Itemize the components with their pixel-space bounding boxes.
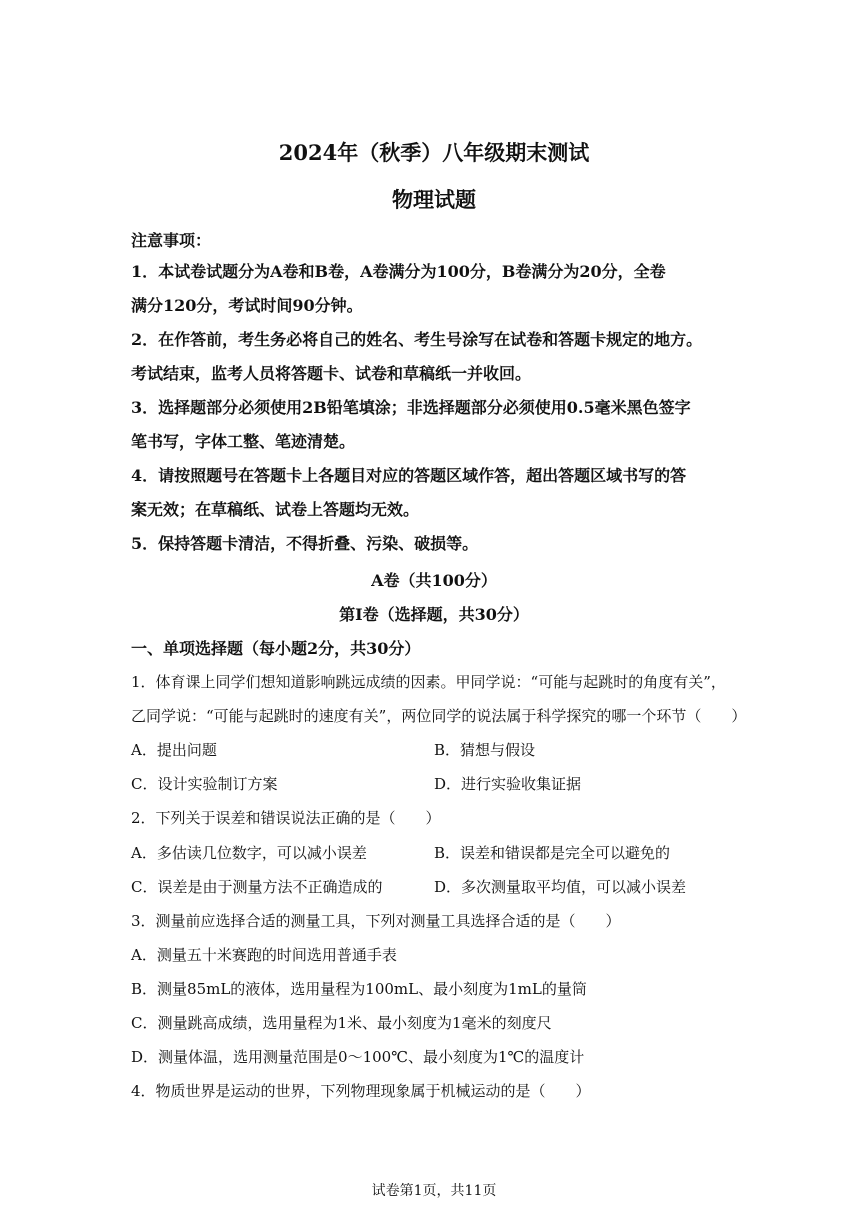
notice-item-2 — [131, 323, 746, 391]
question-3-option-b: B．测量85mL的液体，选用量程为100mL、最小刻度为1mL的量筒 — [131, 980, 587, 998]
question-2-option-c: C．误差是由于测量方法不正确造成的 — [131, 878, 383, 896]
notice-line: 案无效；在草稿纸、试卷上答题均无效。 — [131, 500, 420, 519]
notice-heading: 注意事项： — [131, 231, 212, 250]
question-2-option-a: A．多估读几位数字，可以减小误差 — [131, 844, 367, 862]
notice-item-5 — [131, 527, 746, 561]
question-1-line-1: 1．体育课上同学们想知道影响跳远成绩的因素。甲同学说：“可能与起跳时的角度有关”， — [131, 673, 726, 691]
notice-line: 2．在作答前，考生务必将自己的姓名、考生号涂写在试卷和答题卡规定的地方。 — [131, 330, 703, 349]
question-2-option-b: B．误差和错误都是完全可以避免的 — [434, 844, 671, 862]
page-footer: 试卷第1页，共11页 — [371, 1183, 497, 1199]
question-2-line-1: 2．下列关于误差和错误说法正确的是（ ） — [131, 809, 441, 827]
section-a-heading: A卷（共100分） — [371, 571, 497, 590]
question-2-option-d: D．多次测量取平均值，可以减小误差 — [434, 878, 687, 896]
notice-line: 满分120分，考试时间90分钟。 — [131, 296, 363, 315]
notice-line: 1．本试卷试题分为A卷和B卷，A卷满分为100分，B卷满分为20分，全卷 — [131, 262, 666, 281]
exam-subtitle: 物理试题 — [392, 187, 476, 212]
notice-line: 考试结束，监考人员将答题卡、试卷和草稿纸一并收回。 — [131, 364, 532, 383]
notice-item-4 — [131, 459, 746, 527]
question-3-option-a: A．测量五十米赛跑的时间选用普通手表 — [131, 946, 397, 964]
question-1-line-2: 乙同学说：“可能与起跳时的速度有关”，两位同学的说法属于科学探究的哪一个环节（ ） — [131, 707, 747, 725]
section-1-heading: 一、单项选择题（每小题2分，共30分） — [131, 639, 421, 658]
question-3-option-c: C．测量跳高成绩，选用量程为1米、最小刻度为1毫米的刻度尺 — [131, 1014, 552, 1032]
exam-title: 2024年（秋季）八年级期末测试 — [278, 140, 590, 165]
part-1-heading: 第I卷（选择题，共30分） — [339, 605, 529, 624]
notice-line: 3．选择题部分必须使用2B铅笔填涂；非选择题部分必须使用0.5毫米黑色签字 — [131, 398, 691, 417]
question-3-line-1: 3．测量前应选择合适的测量工具，下列对测量工具选择合适的是（ ） — [131, 912, 621, 930]
question-4-line-1: 4．物质世界是运动的世界，下列物理现象属于机械运动的是（ ） — [131, 1082, 591, 1100]
notice-item-3 — [131, 391, 746, 459]
question-1-option-b: B．猜想与假设 — [434, 741, 536, 759]
question-3-option-d: D．测量体温，选用测量范围是0～100℃、最小刻度为1℃的温度计 — [131, 1048, 585, 1066]
question-1-option-d: D．进行实验收集证据 — [434, 775, 582, 793]
notice-line: 笔书写，字体工整、笔迹清楚。 — [131, 432, 356, 451]
notice-line: 4．请按照题号在答题卡上各题目对应的答题区域作答，超出答题区域书写的答 — [131, 466, 687, 485]
notice-line: 5．保持答题卡清洁，不得折叠、污染、破损等。 — [131, 534, 479, 553]
question-1-option-c: C．设计实验制订方案 — [131, 775, 278, 793]
question-1-option-a: A．提出问题 — [131, 741, 217, 759]
notice-item-1 — [131, 255, 746, 323]
